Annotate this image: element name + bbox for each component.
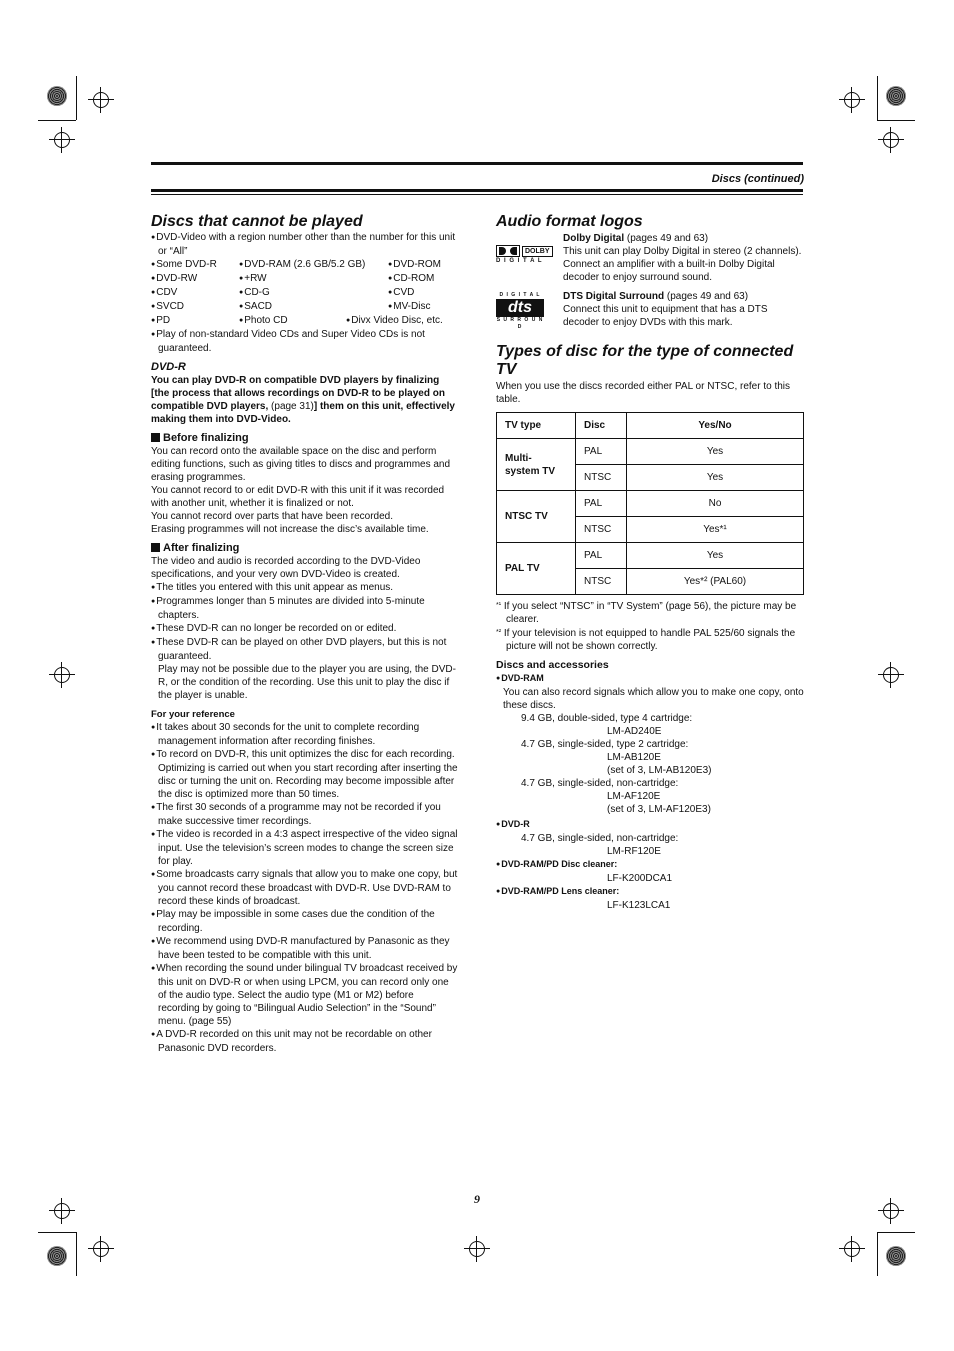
- dolby-logo-digital: D I G I T A L: [496, 258, 543, 264]
- table-cell-disc: PAL: [576, 491, 627, 517]
- table-cell-yes-no: Yes*² (PAL60): [627, 569, 804, 595]
- dolby-text: This unit can play Dolby Digital in stereo (2 channels). Connect an amplifier with a built-in Dolby Digital decoder to enjoy surround sound.: [563, 246, 802, 283]
- paragraph: Play may not be possible due to the player you are using, the DVD-R, or the condition of the recording. Use this unit to play the disc if the player is unable.: [158, 664, 456, 701]
- dolby-description: [563, 232, 804, 284]
- footnote: [496, 599, 804, 626]
- heading-types-of-disc: Types of disc for the type of connected TV: [496, 343, 794, 378]
- header-rule-bottom: [151, 189, 803, 192]
- list-item: ● The first 30 seconds of a programme may not be recorded if you make successive timer recordings.: [151, 801, 458, 828]
- accessory-desc: 9.4 GB, double-sided, type 4 cartridge:: [521, 713, 693, 724]
- accessory-code: LM-AB120E: [607, 752, 661, 763]
- table-cell-tv-type: PAL TV: [497, 543, 576, 595]
- list-item: ● Some DVD-R: [151, 258, 239, 272]
- table-cell-yes-no: Yes*¹: [627, 517, 804, 543]
- list-item: ● These DVD-R can no longer be recorded on or edited.: [151, 622, 458, 636]
- list-item: ● When recording the sound under bilingual TV broadcast received by this unit on DVD-R or when using LPCM, you can record only one of the audio type. Select the audio type (M1 or M2) before recording by going to “Bilingual Audio Selection” in the “Sound” menu. (page 55): [151, 962, 458, 1028]
- list-item: ● We recommend using DVD-R manufactured by Panasonic as they have been tested to be compatible with this unit.: [151, 935, 458, 962]
- paragraph: Erasing programmes will not increase the disc’s available time.: [151, 524, 429, 535]
- table-header-cell: TV type: [497, 413, 576, 439]
- dts-title-line: [563, 290, 804, 303]
- table-cell-yes-no: No: [627, 491, 804, 517]
- crosshair-icon: [878, 1198, 904, 1224]
- dvd-ram-items: [496, 712, 804, 816]
- heading-text: Before finalizing: [163, 432, 249, 444]
- list-item: ● MV-Disc: [388, 300, 458, 314]
- disc-grid: [151, 258, 458, 328]
- heading-dvd-r: DVD-R: [151, 361, 186, 373]
- list-item: ● CDV: [151, 286, 239, 300]
- accessory-category: ● DVD-RAM/PD Lens cleaner:: [496, 885, 804, 899]
- disc-grid-row: [151, 300, 458, 314]
- accessory-code: LM-RF120E: [607, 846, 661, 857]
- crosshair-icon: [88, 1236, 114, 1262]
- square-bullet-icon: [151, 433, 160, 442]
- dolby-block: [496, 232, 804, 284]
- footnote-text: If you select “NTSC” in “TV System” (page 56), the picture may be clearer.: [503, 601, 797, 625]
- dts-logo-surround: S U R R O U N D: [496, 317, 544, 330]
- page-reference: (page 31): [271, 401, 314, 412]
- list-item: ● The video is recorded in a 4:3 aspect irrespective of the video signal input. Use the television’s screen modes to change the screen size for play.: [151, 828, 458, 868]
- registration-dot-icon: [47, 86, 67, 106]
- list-item: ● It takes about 30 seconds for the unit to complete recording management information after recording finishes.: [151, 721, 458, 748]
- paragraph: The video and audio is recorded according to the DVD-Video specifications, and your very own DVD-Video is created.: [151, 556, 421, 580]
- heading-discs-and-accessories: Discs and accessories: [496, 659, 609, 671]
- disc-grid-row: [151, 314, 458, 328]
- paragraph: You can record onto the available space on the disc and perform editing functions, such as giving titles to discs and programmes and erasing programmes.: [151, 446, 451, 483]
- list-item: ● PD: [151, 314, 239, 328]
- accessory-desc: 4.7 GB, single-sided, non-cartridge:: [521, 778, 679, 789]
- table-cell-yes-no: Yes: [627, 543, 804, 569]
- heading-text: After finalizing: [163, 542, 240, 554]
- accessory-desc: 4.7 GB, single-sided, non-cartridge:: [521, 833, 679, 844]
- heading-audio-format-logos: Audio format logos: [496, 213, 643, 230]
- list-item: ● +RW: [239, 272, 388, 286]
- table-cell-yes-no: Yes: [627, 439, 804, 465]
- list-item: ● Play may be impossible in some cases due the condition of the recording.: [151, 908, 458, 935]
- heading-after-finalizing: [151, 542, 458, 555]
- list-item: ● DVD-ROM: [388, 258, 458, 272]
- accessory-code: LM-AD240E: [607, 726, 662, 737]
- table-row: [497, 543, 804, 569]
- square-bullet-icon: [151, 543, 160, 552]
- paragraph: You can also record signals which allow you to make one copy, onto these discs.: [503, 687, 804, 711]
- footnote-text: If your television is not equipped to handle PAL 525/60 signals the picture will not be shown correctly.: [503, 628, 796, 652]
- dolby-name: Dolby Digital: [563, 233, 625, 244]
- footnote-mark: *²: [496, 629, 502, 636]
- crosshair-icon: [88, 87, 114, 113]
- crop-mark: [877, 76, 878, 120]
- dts-logo-digital: D I G I T A L: [499, 292, 541, 298]
- list-item: ● Photo CD: [239, 314, 346, 328]
- dts-name: DTS Digital Surround: [563, 291, 665, 302]
- paragraph: You cannot record over parts that have been recorded.: [151, 511, 394, 522]
- header-rule-thin: [151, 194, 803, 195]
- accessory-code: LF-K200DCA1: [607, 873, 673, 884]
- crosshair-icon: [49, 1198, 75, 1224]
- dvd-r-intro-text: You can play DVD-R on compatible DVD players by finalizing [the process that allows recordings on DVD-R to be played on compatible DVD players,: [151, 375, 445, 412]
- table-cell-disc: PAL: [576, 543, 627, 569]
- accessory-code: LF-K123LCA1: [607, 900, 671, 911]
- left-column: [151, 213, 458, 1055]
- crosshair-icon: [49, 662, 75, 688]
- list-item: ● SVCD: [151, 300, 239, 314]
- dts-description: [563, 290, 804, 331]
- table-row: [497, 491, 804, 517]
- dolby-logo: [496, 232, 563, 284]
- dolby-logo-top: [496, 245, 563, 257]
- dvd-r-items: [496, 832, 804, 858]
- dts-logo-frame: [496, 292, 544, 331]
- crop-mark: [877, 120, 915, 121]
- crop-mark: [877, 1232, 878, 1276]
- footnotes: [496, 599, 804, 653]
- list-item: ● SACD: [239, 300, 388, 314]
- registration-dot-icon: [886, 86, 906, 106]
- crop-mark: [877, 1232, 915, 1233]
- footnote-mark: *¹: [496, 602, 502, 609]
- list-item: ● DVD-RW: [151, 272, 239, 286]
- table-row: [497, 439, 804, 465]
- heading-discs-cannot-play: Discs that cannot be played: [151, 213, 363, 230]
- registration-dot-icon: [886, 1246, 906, 1266]
- disc-grid-row: [151, 286, 458, 300]
- disc-grid-row: [151, 272, 458, 286]
- accessory-code: LM-AF120E: [607, 791, 661, 802]
- list-item: ● CD-G: [239, 286, 388, 300]
- table-cell-disc: PAL: [576, 439, 627, 465]
- list-item: ● DVD-RAM (2.6 GB/5.2 GB): [239, 258, 388, 272]
- table-header-cell: Disc: [576, 413, 627, 439]
- list-item: ● Some broadcasts carry signals that allow you to make one copy, but you cannot record these broadcast with DVD-R. Use DVD-RAM to record these kinds of broadcast.: [151, 868, 458, 908]
- list-item: ● CD-ROM: [388, 272, 458, 286]
- double-d-icon: [496, 245, 520, 257]
- dts-pages: (pages 49 and 63): [666, 291, 749, 302]
- list-item: ● A DVD-R recorded on this unit may not be recordable on other Panasonic DVD recorders.: [151, 1028, 458, 1055]
- crop-mark: [76, 76, 77, 120]
- dolby-pages: (pages 49 and 63): [626, 233, 709, 244]
- crop-mark: [76, 1232, 77, 1276]
- crop-mark: [38, 1232, 76, 1233]
- dts-block: [496, 290, 804, 331]
- table-cell-disc: NTSC: [576, 569, 627, 595]
- table-cell-tv-type: NTSC TV: [497, 491, 576, 543]
- table-header-cell: Yes/No: [627, 413, 804, 439]
- dts-logo-word: dts: [496, 299, 544, 317]
- dolby-title-line: [563, 232, 804, 245]
- accessory-desc: 4.7 GB, single-sided, type 2 cartridge:: [521, 739, 689, 750]
- disc-grid-row: [151, 258, 458, 272]
- table-cell-tv-type: Multi- system TV: [497, 439, 576, 491]
- crosshair-icon: [839, 1236, 865, 1262]
- crosshair-icon: [464, 1236, 490, 1262]
- registration-dot-icon: [47, 1246, 67, 1266]
- right-column: [496, 213, 804, 912]
- header-rule-top: [151, 162, 803, 165]
- list-item: ● CVD: [388, 286, 458, 300]
- dvd-r-intro: [151, 374, 458, 426]
- page-number: 9: [474, 1192, 480, 1206]
- dts-text: Connect this unit to equipment that has a DTS decoder to enjoy DVDs with this mark.: [563, 304, 768, 328]
- accessory-code: (set of 3, LM-AB120E3): [607, 765, 712, 776]
- table-header-row: [497, 413, 804, 439]
- dolby-logo-word: DOLBY: [522, 246, 553, 257]
- tv-type-table: [496, 412, 804, 595]
- dts-logo: [496, 290, 563, 331]
- table-cell-disc: NTSC: [576, 517, 627, 543]
- dvd-r-intro-text: ] them on this unit, effectively making them into DVD-Video.: [151, 401, 455, 425]
- accessory-category: ● DVD-RAM/PD Disc cleaner:: [496, 858, 804, 872]
- crosshair-icon: [839, 87, 865, 113]
- crosshair-icon: [878, 662, 904, 688]
- paragraph: You cannot record to or edit DVD-R with this unit if it was recorded with another unit, whether it is finalized or not.: [151, 485, 445, 509]
- crosshair-icon: [49, 127, 75, 153]
- list-item: ● Divx Video Disc, etc.: [346, 314, 458, 328]
- crosshair-icon: [878, 127, 904, 153]
- list-item: ● Programmes longer than 5 minutes are divided into 5-minute chapters.: [151, 595, 458, 622]
- heading-for-your-reference: For your reference: [151, 709, 235, 720]
- heading-before-finalizing: [151, 432, 458, 445]
- list-item: ● These DVD-R can be played on other DVD players, but this is not guaranteed.: [151, 636, 458, 663]
- paragraph: When you use the discs recorded either PAL or NTSC, refer to this table.: [496, 381, 791, 405]
- table-cell-yes-no: Yes: [627, 465, 804, 491]
- crop-mark: [38, 120, 76, 121]
- table-cell-disc: NTSC: [576, 465, 627, 491]
- list-item: ● To record on DVD-R, this unit optimizes the disc for each recording. Optimizing is carried out when you start recording after inserting the disc or turning the unit on. Recording may become impossible after the disc is optimized more than 50 times.: [151, 748, 458, 801]
- accessory-category: ● DVD-R: [496, 818, 804, 832]
- footnote: [496, 626, 804, 653]
- accessory-code: (set of 3, LM-AF120E3): [607, 804, 711, 815]
- list-item: ● The titles you entered with this unit appear as menus.: [151, 581, 458, 595]
- section-title: Discs (continued): [711, 173, 804, 185]
- accessory-category: ● DVD-RAM: [496, 672, 804, 686]
- list-item: ● DVD-Video with a region number other than the number for this unit or “All”: [151, 231, 458, 258]
- list-item: ● Play of non-standard Video CDs and Super Video CDs is not guaranteed.: [151, 328, 458, 355]
